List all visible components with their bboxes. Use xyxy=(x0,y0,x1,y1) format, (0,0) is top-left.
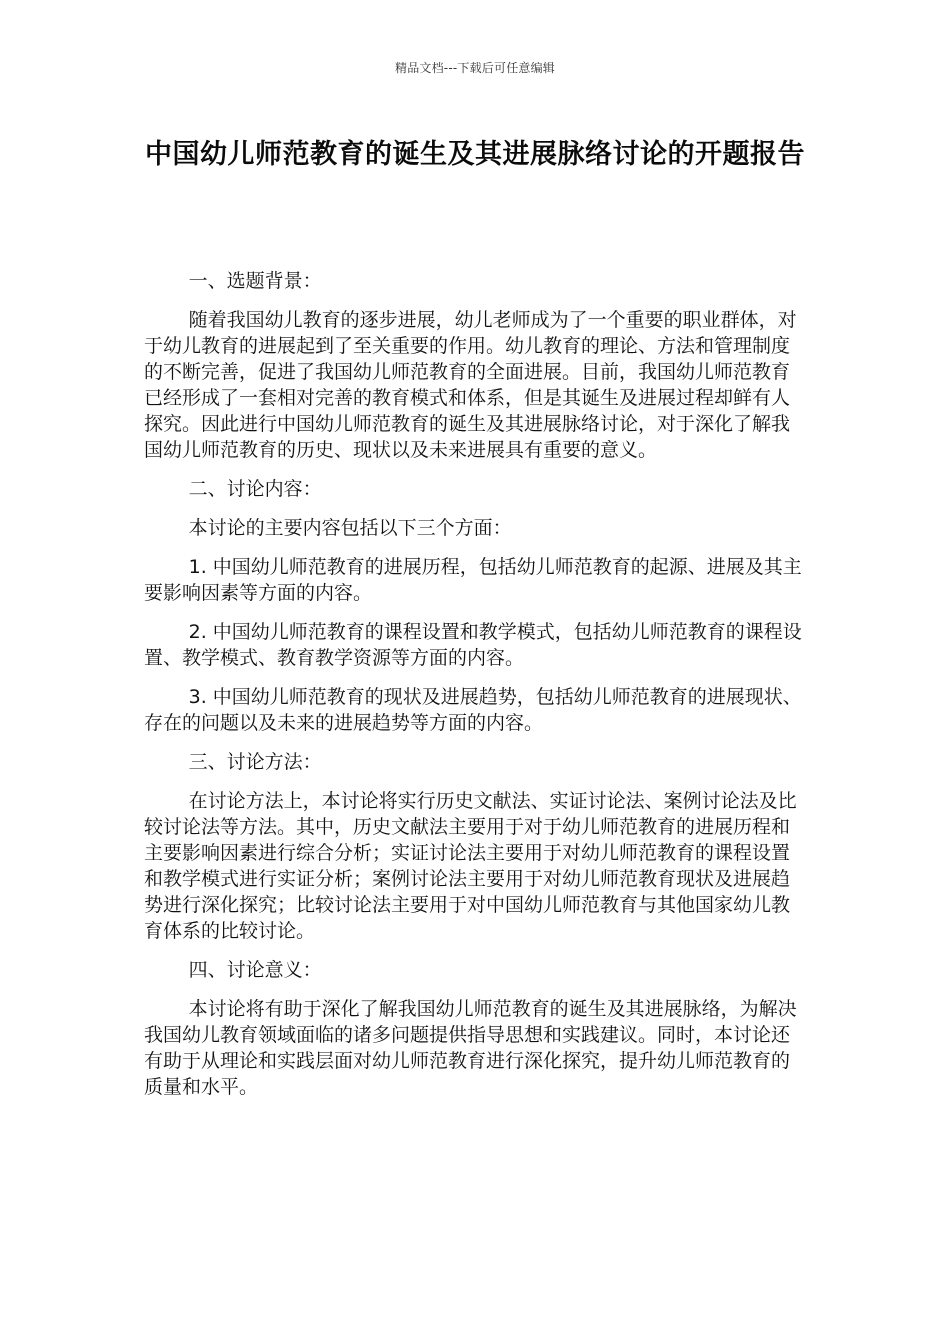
paragraph: 本讨论将有助于深化了解我国幼儿师范教育的诞生及其进展脉络，为解决我国幼儿教育领域面临的诸多问题提供指导思想和实践建议。同时，本讨论还有助于从理论和实践层面对幼儿师范教育进行深化探究，提升幼儿师范教育的质量和水平。 xyxy=(144,998,797,1098)
paragraph: 随着我国幼儿教育的逐步进展，幼儿老师成为了一个重要的职业群体，对于幼儿教育的进展起到了至关重要的作用。幼儿教育的理论、方法和管理制度的不断完善，促进了我国幼儿师范教育的全面进展。目前，我国幼儿师范教育已经形成了一套相对完善的教育模式和体系，但是其诞生及进展过程却鲜有人探究。因此进行中国幼儿师范教育的诞生及其进展脉络讨论，对于深化了解我国幼儿师范教育的历史、现状以及未来进展具有重要的意义。 xyxy=(144,309,797,461)
header-note: 精品文档---下载后可任意编辑 xyxy=(395,61,555,75)
list-item: 1. 中国幼儿师范教育的进展历程，包括幼儿师范教育的起源、进展及其主要影响因素等方面的内容。 xyxy=(144,556,802,604)
document-body xyxy=(144,268,808,1113)
paragraph: 在讨论方法上，本讨论将实行历史文献法、实证讨论法、案例讨论法及比较讨论法等方法。其中，历史文献法主要用于对于幼儿师范教育的进展历程和主要影响因素进行综合分析；实证讨论法主要用于对幼儿师范教育的课程设置和教学模式进行实证分析；案例讨论法主要用于对幼儿师范教育现状及进展趋势进行深化探究；比较讨论法主要用于对中国幼儿师范教育与其他国家幼儿教育体系的比较讨论。 xyxy=(144,790,797,942)
document-title: 中国幼儿师范教育的诞生及其进展脉络讨论的开题报告 xyxy=(145,139,805,170)
section-content xyxy=(144,476,808,736)
list-item: 2. 中国幼儿师范教育的课程设置和教学模式，包括幼儿师范教育的课程设置、教学模式、教育教学资源等方面的内容。 xyxy=(144,621,802,669)
list-item: 3. 中国幼儿师范教育的现状及进展趋势，包括幼儿师范教育的进展现状、存在的问题以及未来的进展趋势等方面的内容。 xyxy=(144,686,802,734)
section-heading: 四、讨论意义： xyxy=(188,959,322,981)
section-heading: 二、讨论内容： xyxy=(188,478,322,500)
section-heading: 一、选题背景： xyxy=(188,270,322,292)
paragraph: 本讨论的主要内容包括以下三个方面： xyxy=(188,517,512,539)
section-background xyxy=(144,268,808,463)
section-methods xyxy=(144,749,808,944)
section-heading: 三、讨论方法： xyxy=(188,751,322,773)
section-significance xyxy=(144,957,808,1100)
